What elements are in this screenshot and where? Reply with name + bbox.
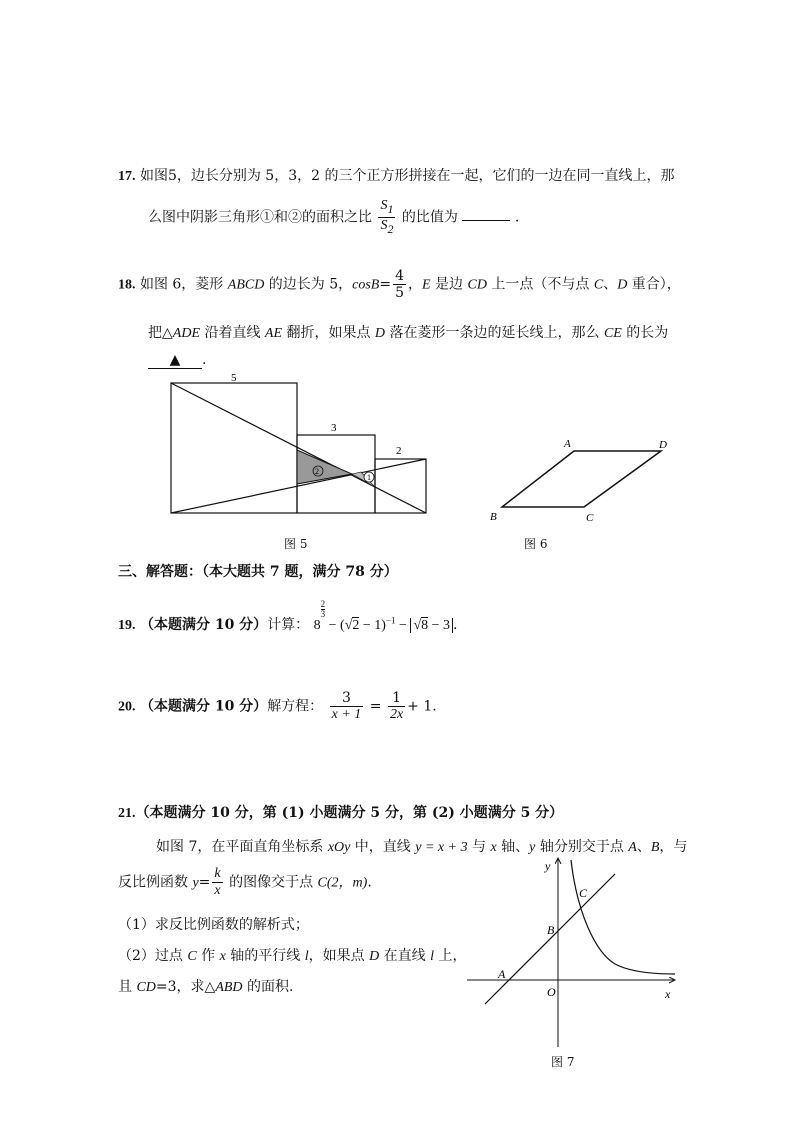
q21-subquestion-2-cont: 且 CD=3，求△ABD 的面积.	[118, 979, 294, 995]
label-2: 2	[396, 445, 402, 457]
q20-line: 20. （本题满分 10 分）解方程： $\frac{3}{x + 1}$ = $\frac{1}{2x}$ + 1.	[118, 690, 437, 722]
q17-text-2: 么图中阴影三角形①和②的面积之比	[148, 209, 372, 226]
square-5	[171, 383, 297, 513]
q17-line1	[118, 165, 674, 185]
vertex-b: B	[490, 511, 497, 523]
q21-func-fraction: $\frac{k}{x}$	[214, 866, 221, 898]
q18-answer-blank[interactable]	[148, 352, 202, 369]
circle-label-2: 2	[315, 467, 319, 476]
figure-5-caption: 图 5	[284, 537, 308, 551]
vertex-c: C	[586, 512, 594, 524]
y-axis-label: y	[545, 859, 551, 873]
hyperbola-curve	[571, 860, 675, 974]
rhombus-abcd	[502, 451, 661, 507]
vertex-a: A	[564, 438, 571, 450]
figure-6	[485, 432, 685, 532]
q21-paragraph-1: 如图 7，在平面直角坐标系 xOy 中，直线 y = x + 3 与 x 轴、y 轴分别交于点 A、B，与	[156, 839, 688, 855]
q19-exponent: $\frac{2}{3}$	[320, 599, 326, 619]
q21-subquestion-2: （2）过点 C 作 x 轴的平行线 l，如果点 D 在直线 l 上，	[118, 948, 467, 964]
label-5: 5	[231, 372, 237, 384]
label-3: 3	[331, 422, 337, 434]
shaded-triangle-2	[297, 450, 352, 484]
origin-label: O	[547, 985, 556, 999]
q18-line1: 18. 如图 6，菱形 ABCD 的边长为 5，cosB= $\frac{4}{5}$ ，E 是边 CD 上一点（不与点 C、D 重合），	[118, 268, 681, 301]
q17-number: 17.	[118, 169, 136, 184]
q17-ratio-fraction: $\frac{S_1}{S_2}$	[380, 198, 394, 236]
section-3-title: 三、解答题：（本大题共 7 题，满分 78 分）	[118, 564, 398, 580]
q21-subquestion-1: （1）求反比例函数的解析式；	[118, 917, 309, 933]
q21-heading: 21.（本题满分 10 分，第 (1) 小题满分 5 分，第 (2) 小题满分 5 分）	[118, 805, 564, 821]
q19-line: 19. （本题满分 10 分）计算： 8 $\frac{2}{3}$ − $(√2 - 1)^{-1} - √8 - 3$ .	[118, 599, 458, 633]
figure-5	[165, 370, 435, 520]
q18-number: 18.	[118, 277, 136, 293]
figure-6-caption: 图 6	[524, 537, 548, 551]
q17-text-1: 如图5，边长分别为 5，3，2 的三个正方形拼接在一起，它们的一边在同一直线上，那	[139, 168, 675, 184]
q21-paragraph-2: 反比例函数 y= $\frac{k}{x}$ 的图像交于点 C(2，m).	[118, 866, 372, 898]
q20-fraction-1: $\frac{3}{x + 1}$	[331, 690, 362, 722]
triangle-mark-icon: ▲	[169, 352, 181, 368]
point-b-label: B	[547, 923, 555, 937]
q18-line3: ▲ .	[148, 352, 206, 369]
point-c-label: C	[579, 886, 588, 900]
q17-text-3: 的比值为	[401, 209, 458, 226]
q18-cos-fraction: $\frac{4}{5}$	[395, 268, 405, 301]
diagonal-line-1	[171, 383, 426, 513]
circle-label-1: 1	[367, 473, 371, 482]
vertex-d: D	[659, 439, 667, 451]
q17-answer-blank[interactable]	[462, 208, 510, 221]
x-axis-label: x	[665, 987, 671, 1001]
q20-fraction-2: $\frac{1}{2x}$	[389, 690, 404, 722]
figure-7	[465, 852, 690, 1052]
q17-line2: 么图中阴影三角形①和②的面积之比 $\frac{S_1}{S_2}$ 的比值为 .	[148, 198, 520, 236]
q18-line2: 把△ADE 沿着直线 AE 翻折，如果点 D 落在菱形一条边的延长线上，那么 CE 的长为	[148, 325, 669, 341]
figure-7-caption: 图 7	[551, 1055, 575, 1069]
point-a-label: A	[498, 967, 506, 981]
square-2	[375, 459, 426, 513]
